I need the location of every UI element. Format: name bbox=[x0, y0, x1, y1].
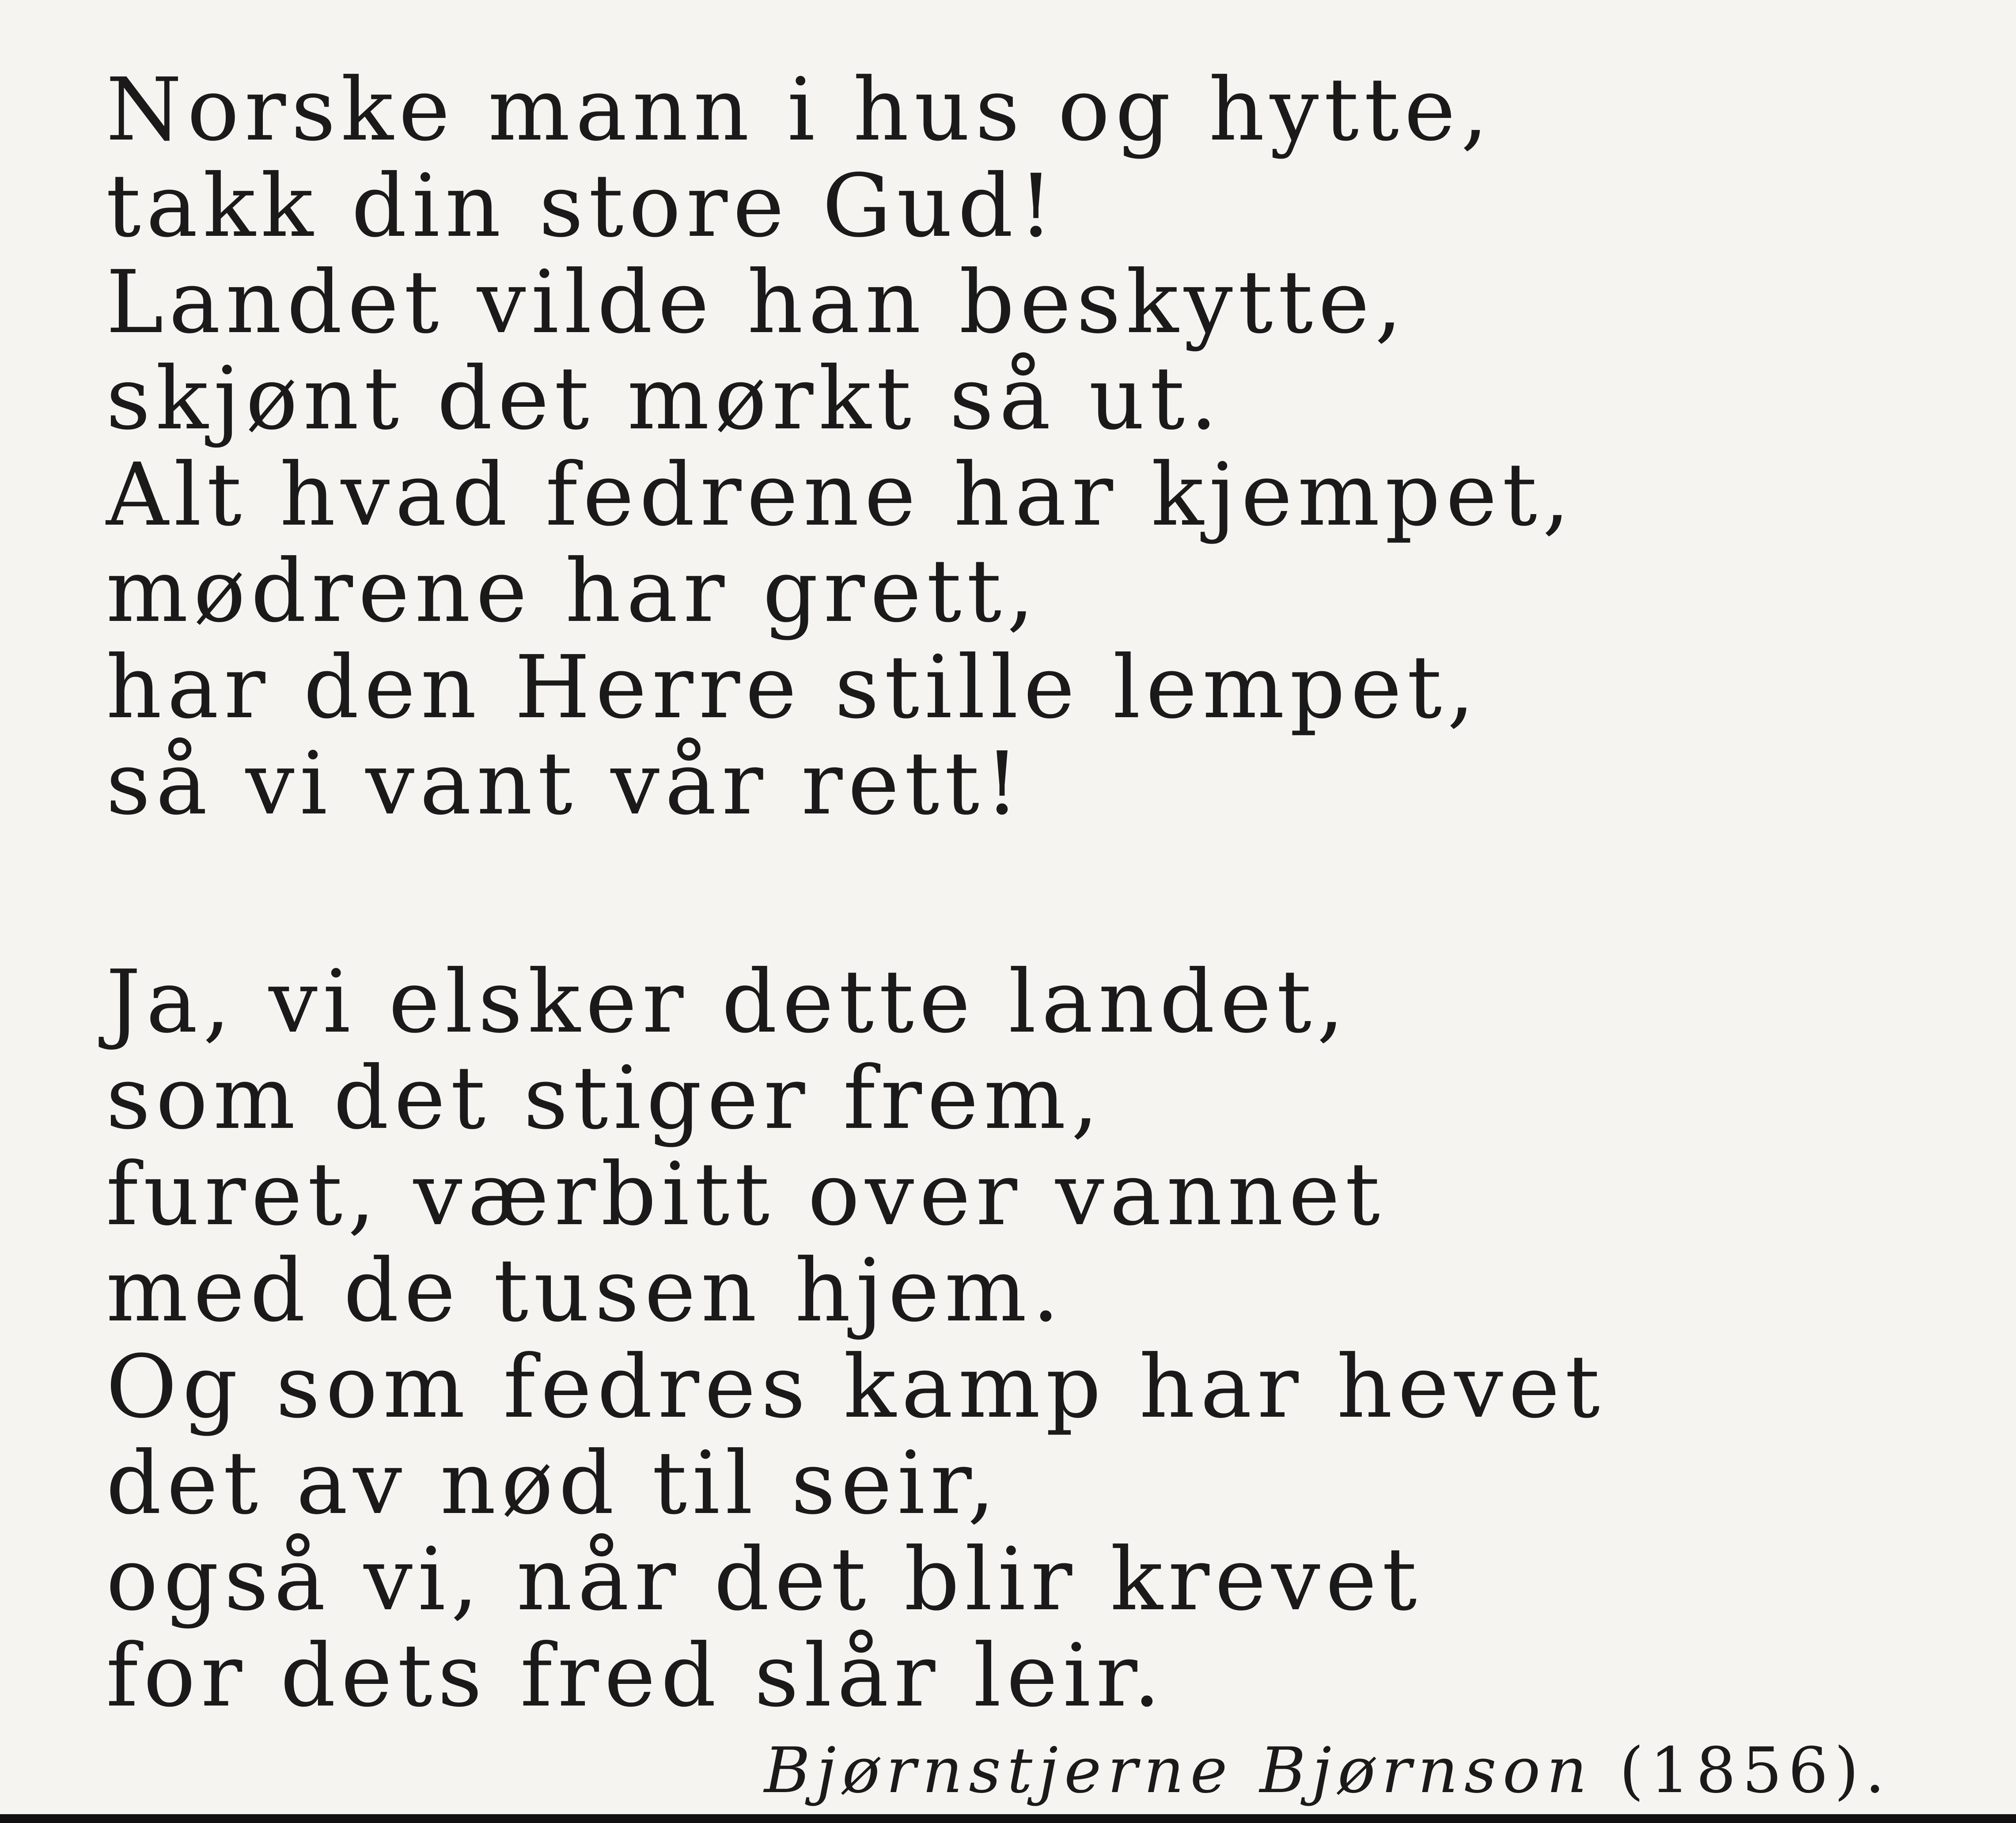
verse-line: Og som fedres kamp har hevet bbox=[106, 1337, 1605, 1437]
verse-line: det av nød til seir, bbox=[106, 1433, 1000, 1534]
verse-line: så vi vant vår rett! bbox=[106, 734, 1025, 834]
verse-line: Landet vilde han beskytte, bbox=[106, 252, 1408, 353]
stanza-2 bbox=[106, 954, 1605, 1724]
verse-line: med de tusen hjem. bbox=[106, 1241, 1065, 1341]
verse-line: Alt hvad fedrene har kjempet, bbox=[106, 445, 1576, 545]
attribution bbox=[764, 1736, 1891, 1806]
author-name: Bjørnstjerne Bjørnson bbox=[764, 1734, 1593, 1807]
verse-line: mødrene har grett, bbox=[106, 541, 1040, 642]
verse-line: Norske mann i hus og hytte, bbox=[106, 60, 1494, 160]
verse-line: furet, værbitt over vannet bbox=[106, 1144, 1385, 1245]
stanza-1 bbox=[106, 62, 1575, 832]
publication-year: (1856). bbox=[1619, 1734, 1891, 1807]
verse-line: takk din store Gud! bbox=[106, 156, 1059, 257]
verse-line: for dets fred slår leir. bbox=[106, 1626, 1166, 1726]
verse-line: Ja, vi elsker dette landet, bbox=[106, 952, 1350, 1052]
verse-line: skjønt det mørkt så ut. bbox=[106, 348, 1223, 449]
verse-line: også vi, når det blir krevet bbox=[106, 1529, 1422, 1630]
page-bottom-edge bbox=[0, 1814, 2016, 1823]
verse-line: har den Herre stille lempet, bbox=[106, 637, 1480, 738]
verse-line: som det stiger frem, bbox=[106, 1048, 1104, 1149]
